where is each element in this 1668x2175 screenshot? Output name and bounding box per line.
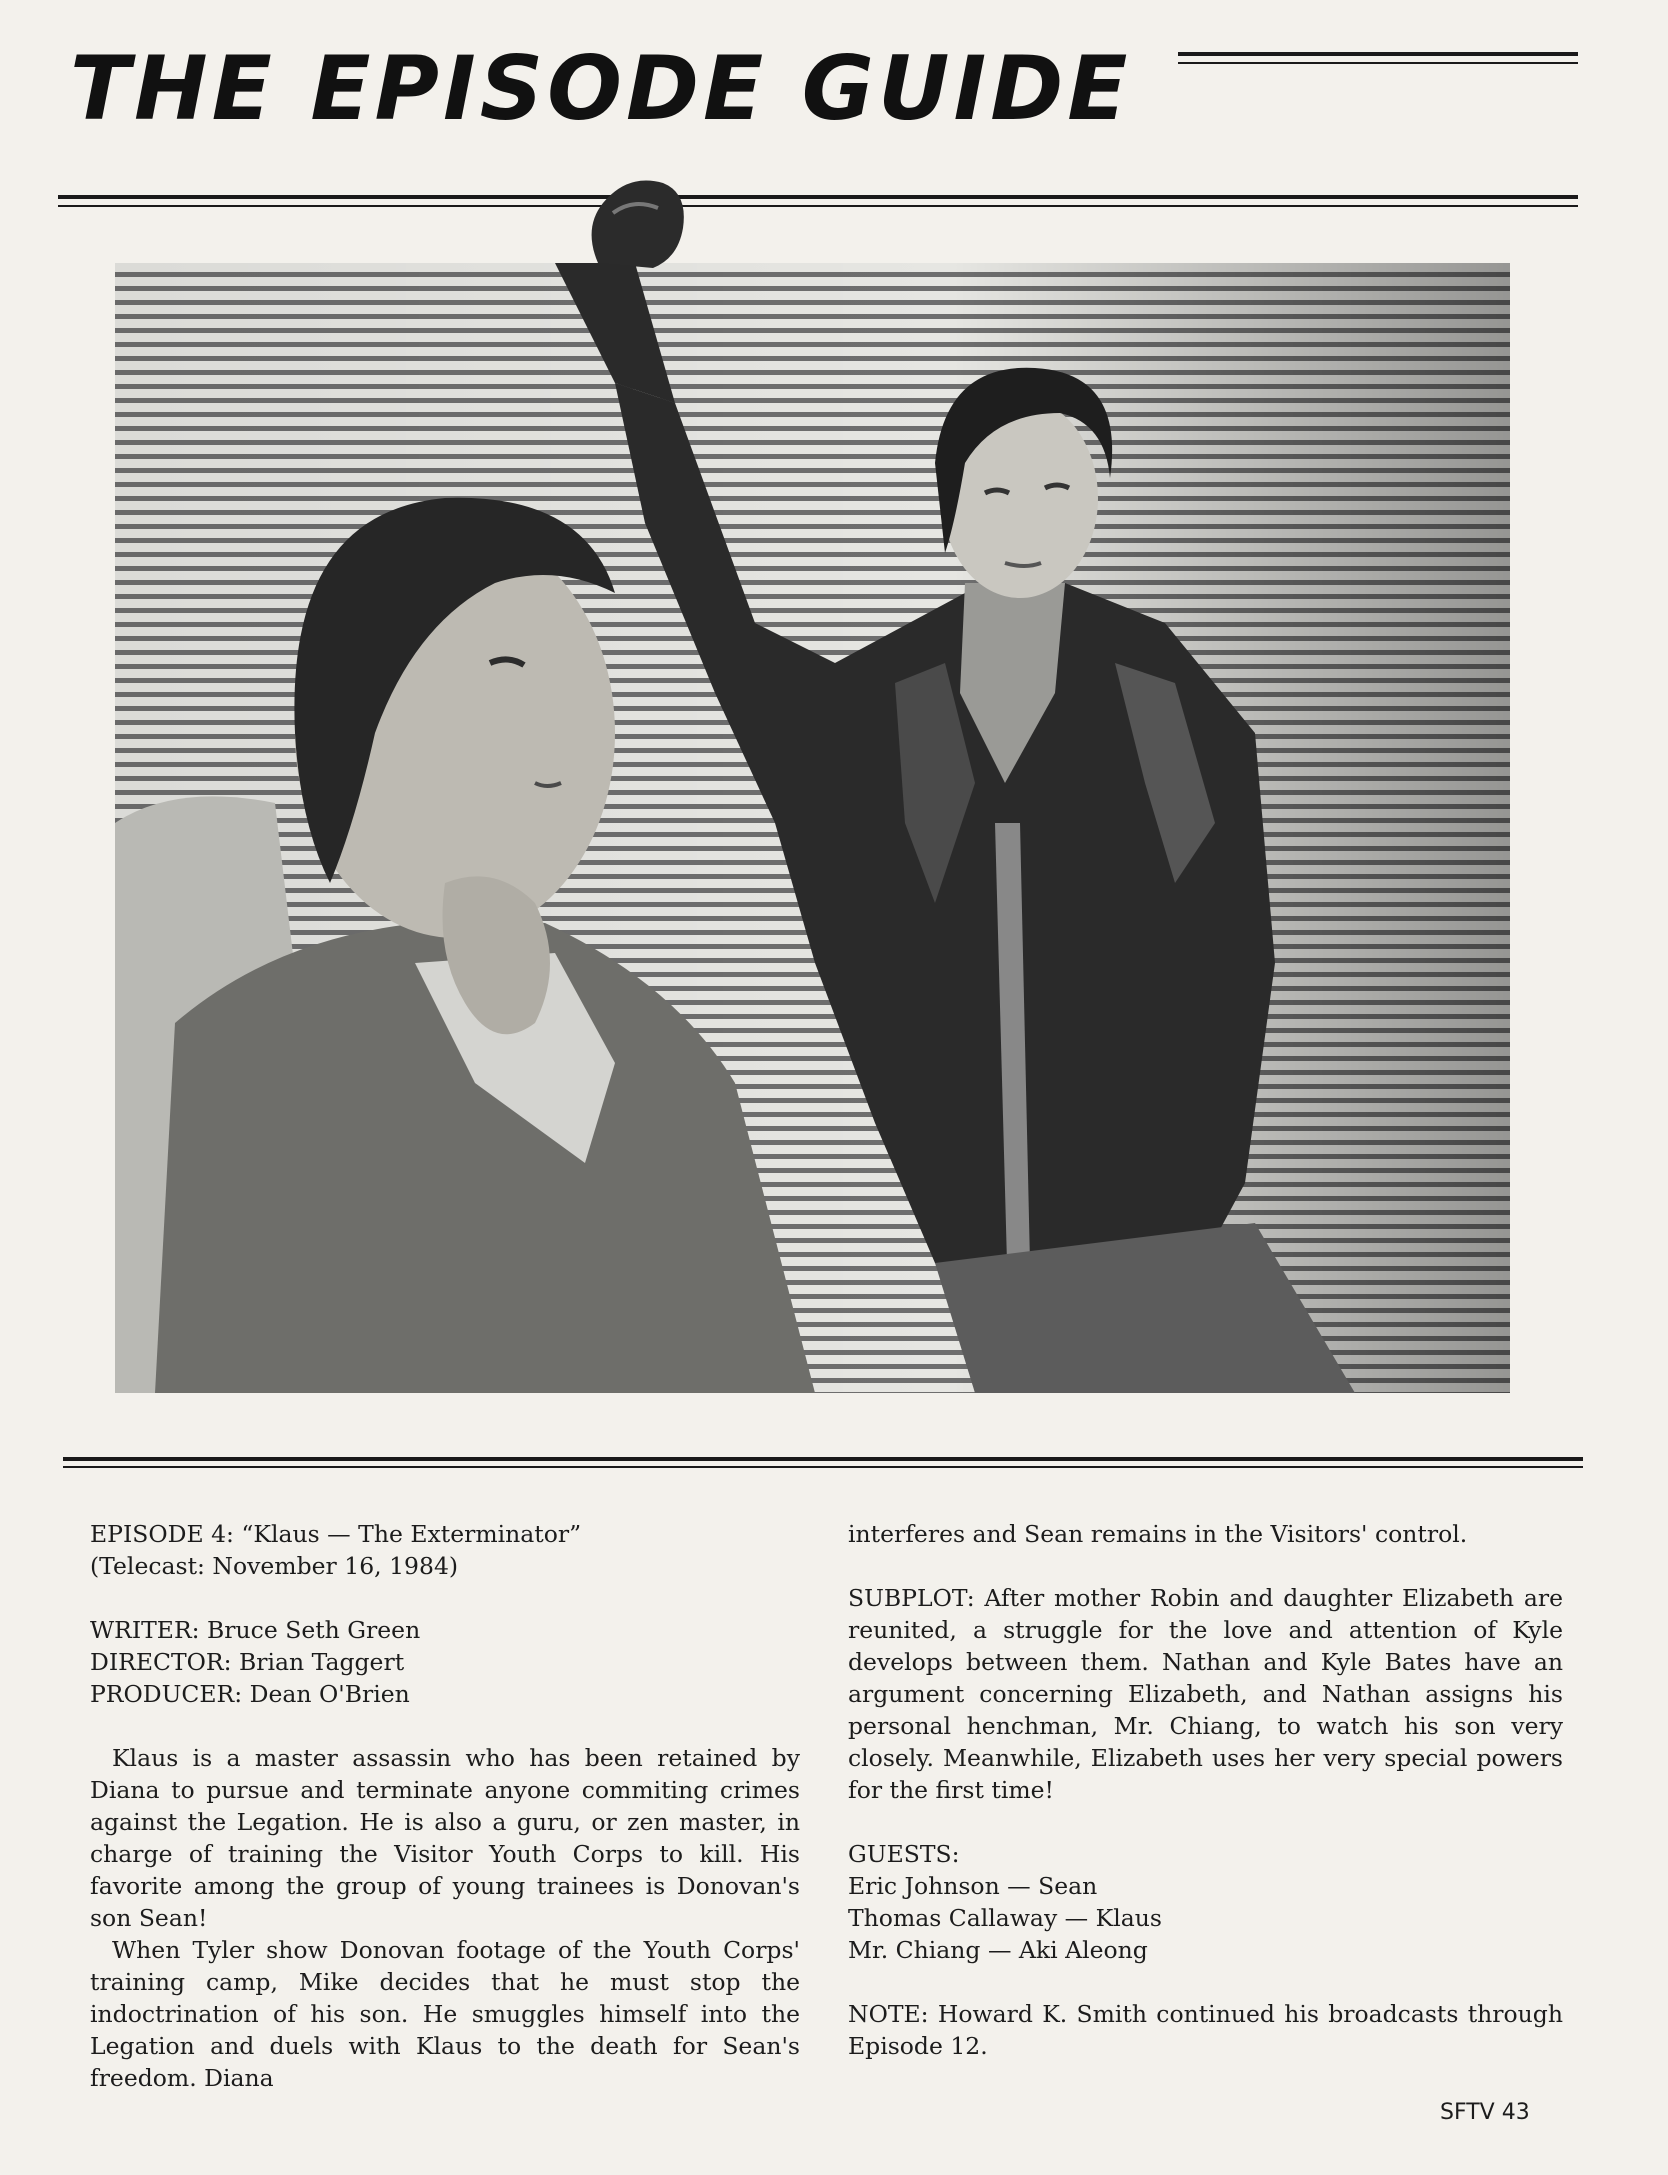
header-rule-bottom	[58, 195, 1578, 199]
photo-illustration	[115, 263, 1510, 1393]
photo-rule-bottom-2	[63, 1466, 1583, 1468]
guest-line: Mr. Chiang — Aki Aleong	[848, 1936, 1148, 1964]
page-folio: SFTV 43	[1440, 2100, 1530, 2125]
synopsis-continuation: interferes and Sean remains in the Visitors' control.	[848, 1520, 1468, 1548]
right-column	[848, 1518, 1563, 2062]
subplot-paragraph: SUBPLOT: After mother Robin and daughter Elizabeth are reunited, a struggle for the love and attention of Kyle develops between them. Nathan and Kyle Bates have an argument concerning Elizabeth, and Nathan assigns his personal henchman, Mr. Chiang, to watch his son very closely. Meanwhile, Elizabeth uses her very special powers for the first time!	[848, 1584, 1563, 1804]
photo-rule-bottom	[63, 1457, 1583, 1461]
synopsis-paragraph-1: Klaus is a master assassin who has been retained by Diana to pursue and terminate anyone commiting crimes against the Legation. He is also a guru, or zen master, in charge of training the Visitor Youth Corps to kill. His favorite among the group of young trainees is Donovan's son Sean!	[90, 1744, 800, 1932]
header-rule-top	[1178, 52, 1578, 56]
photo-two-men	[115, 263, 1510, 1393]
note-paragraph: NOTE: Howard K. Smith continued his broadcasts through Episode 12.	[848, 2000, 1563, 2060]
episode-title: EPISODE 4: “Klaus — The Exterminator”	[90, 1520, 582, 1548]
synopsis-paragraph-2: When Tyler show Donovan footage of the Youth Corps' training camp, Mike decides that he must stop the indoctrination of his son. He smuggles himself into the Legation and duels with Klaus to the death for Sean's freedom. Diana	[90, 1936, 800, 2092]
guest-line: Thomas Callaway — Klaus	[848, 1904, 1162, 1932]
guest-line: Eric Johnson — Sean	[848, 1872, 1098, 1900]
director-credit: DIRECTOR: Brian Taggert	[90, 1648, 405, 1676]
left-column	[90, 1518, 800, 2094]
writer-credit: WRITER: Bruce Seth Green	[90, 1616, 421, 1644]
telecast-date: (Telecast: November 16, 1984)	[90, 1552, 459, 1580]
page-title: THE EPISODE GUIDE	[70, 37, 1132, 140]
producer-credit: PRODUCER: Dean O'Brien	[90, 1680, 410, 1708]
raised-fist	[578, 168, 698, 278]
header-rule-top-2	[1178, 62, 1578, 64]
header-rule-bottom-2	[58, 205, 1578, 207]
guests-heading: GUESTS:	[848, 1840, 960, 1868]
